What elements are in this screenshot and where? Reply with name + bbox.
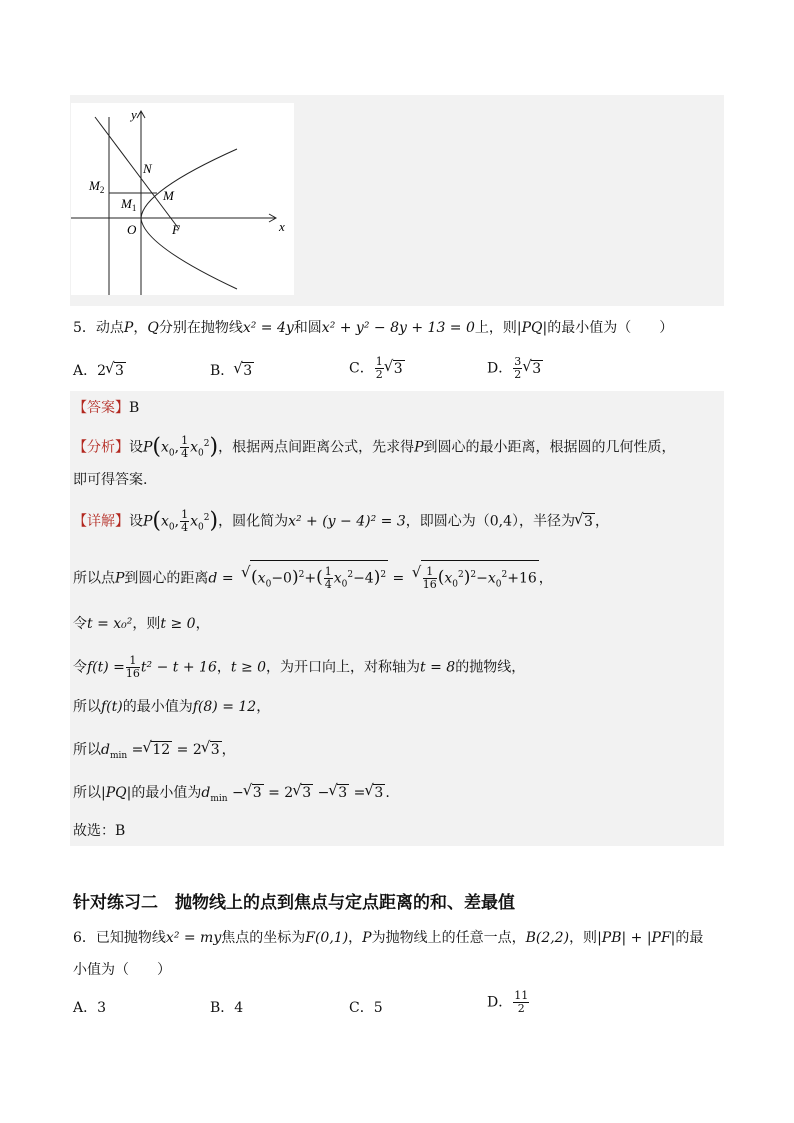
question-6-line-1: 6．已知抛物线x² = my焦点的坐标为F(0,1)，P为抛物线上的任意一点，B(2,2)，则|PB| + |PF|的最 — [73, 930, 704, 946]
parabola-diagram — [71, 103, 294, 295]
answer-value: B — [129, 400, 140, 416]
detail-line-4: 令f(t) = $\frac{1}{16}$ t² − t + 16，t ≥ 0，为开口向上，对称轴为t = 8的抛物线， — [73, 654, 526, 680]
q6-option-a: A．3 — [73, 1000, 107, 1016]
detail-line-5: 所以f(t)的最小值为f(8) = 12， — [73, 699, 271, 715]
focal-line — [95, 117, 179, 229]
parabola-figure — [71, 103, 294, 295]
q6-option-b: B．4 — [210, 1000, 244, 1016]
detail-line-3: 令t = x₀²，则t ≥ 0， — [73, 616, 210, 632]
answer-line — [73, 398, 139, 418]
detail-line-2: 所以点P到圆心的距离d = √ $(x_0-0)^2+$( $\frac{1}{4}$ $x_0^2-4)^2$ = √ $\frac{1}{16}$ $(x_0^2)^2-x_0^2+16$ ， — [73, 560, 553, 598]
parabola-equation: x² = 4y — [242, 320, 294, 336]
parabola-curve — [141, 149, 237, 289]
label-n: N — [143, 161, 152, 176]
label-x: x — [279, 219, 285, 234]
option-d: D． $\frac{3}{2}$ √ 3 — [487, 356, 543, 381]
question-6-line-2: 小值为（ ） — [73, 962, 171, 978]
question-5: 5．动点P，Q分别在抛物线x² = 4y和圆x² + y² − 8y + 13 = 0上，则|PQ|的最小值为（ ） — [73, 320, 674, 336]
answer-tag: 【答案】 — [73, 400, 129, 416]
q6-option-d: D． $\frac{11}{2}$ — [487, 989, 529, 1015]
option-c: C． $\frac{1}{2}$ √ 3 — [349, 356, 405, 381]
circle-equation: x² + y² − 8y + 13 = 0 — [321, 320, 475, 336]
analysis-line-1: 【分析】设$P(x_0$, $\frac{1}{4}$ $x_0^2$)，根据两点间距离公式，先求得P到圆心的最小距离，根据圆的几何性质， — [73, 434, 676, 461]
option-a: A．2√ 3 — [73, 361, 126, 381]
detail-line-8: 故选：B — [73, 823, 126, 839]
q6-option-c: C．5 — [349, 1000, 383, 1016]
label-o: O — [127, 222, 137, 237]
label-y: y — [131, 107, 137, 122]
detail-line-6: 所以$d_{min}$ =√ 12 = 2√ 3 ， — [73, 740, 236, 766]
label-m2: $M_2$ — [89, 178, 105, 195]
label-m: M — [163, 188, 174, 203]
analysis-line-2: 即可得答案. — [73, 472, 148, 488]
section-heading: 针对练习二 抛物线上的点到焦点与定点距离的和、差最值 — [73, 893, 515, 913]
option-b: B．√ 3 — [210, 361, 254, 381]
label-m1: $M_1$ — [121, 196, 137, 213]
label-f: F — [172, 222, 180, 237]
detail-line-1: 【详解】设$P(x_0$, $\frac{1}{4}$ $x_0^2$)，圆化简为x² + (y − 4)² = 3，即圆心为（0,4），半径为√ 3 ， — [73, 508, 609, 537]
detail-line-7: 所以|PQ|的最小值为$d_{min}$ −√ 3 = 2√ 3 −√ 3 =√ 3 . — [73, 783, 390, 809]
